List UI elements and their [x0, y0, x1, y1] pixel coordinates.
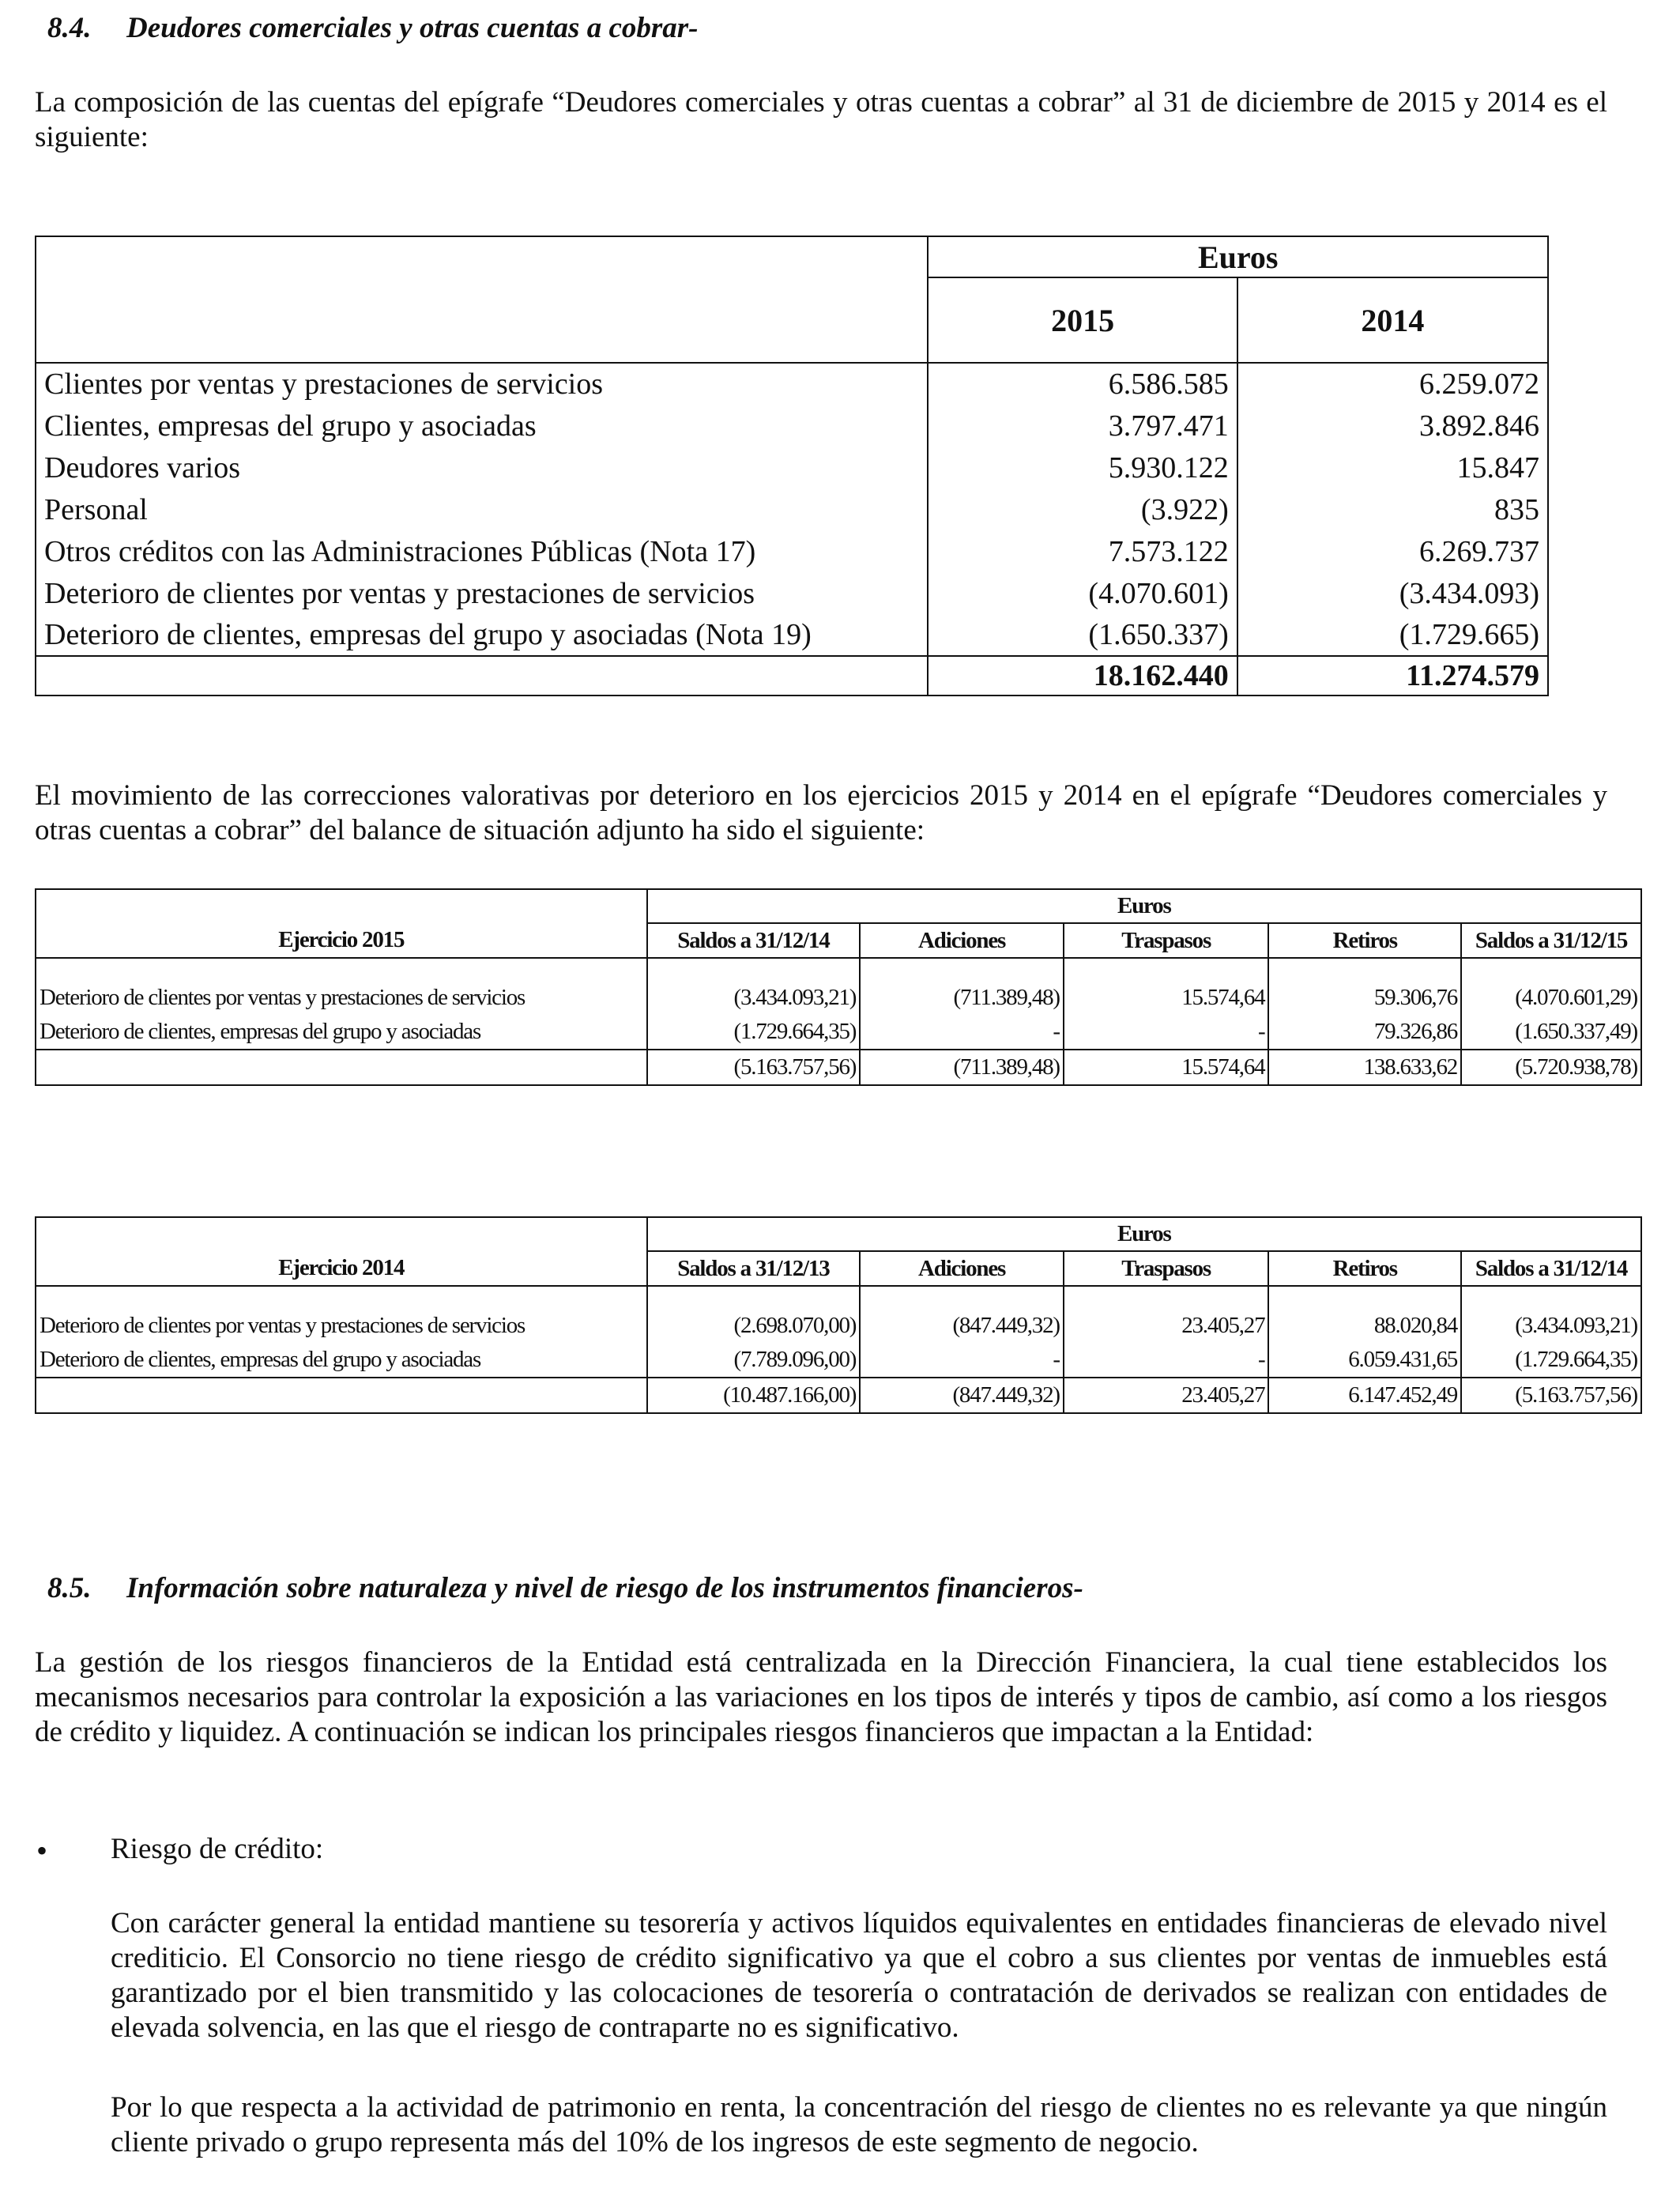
cell-value: 79.326,86	[1268, 1015, 1461, 1050]
value-2015: 3.797.471	[928, 405, 1237, 447]
column-header: Traspasos	[1064, 923, 1269, 958]
credit-risk-paragraph-1: Con carácter general la entidad mantiene su tesorería y activos líquidos equivalentes en entidades financieras de elevado nivel crediticio. El Consorcio no tiene riesgo de crédito significativo ya que el cobro a sus clientes por ventas de inmuebles está garantizado por el bien transmitido y las colocaciones de tesorería o contratación de derivados se realizan con entidades de elevada solvencia, en las que el riesgo de contraparte no es significativo.	[111, 1907, 1607, 2044]
value-2014: 3.892.846	[1237, 405, 1548, 447]
value-2014: 6.259.072	[1237, 363, 1548, 405]
cell-value: (7.789.096,00)	[647, 1343, 861, 1378]
value-2014: (1.729.665)	[1237, 614, 1548, 656]
section-number: 8.4.	[47, 12, 92, 44]
cell-value: (4.070.601,29)	[1461, 980, 1641, 1015]
table-row	[36, 530, 1548, 572]
section-heading-8-4	[47, 11, 699, 45]
total-row	[36, 1050, 1641, 1085]
row-label: Personal	[36, 488, 928, 530]
cell-value: (2.698.070,00)	[647, 1308, 861, 1343]
row-label: Deterioro de clientes por ventas y prestaciones de servicios	[36, 572, 928, 614]
cell-value: -	[1064, 1015, 1269, 1050]
movement-intro-paragraph: El movimiento de las correcciones valorativas por deterioro en los ejercicios 2015 y 2014 en el epígrafe “Deudores comerciales y otras cuentas a cobrar” del balance de situación adjunto ha sido el siguiente:	[35, 779, 1607, 846]
total-value: (5.720.938,78)	[1461, 1050, 1641, 1085]
total-row	[36, 656, 1548, 696]
cell-value: (1.729.664,35)	[647, 1015, 861, 1050]
column-header: Adiciones	[860, 1251, 1064, 1286]
total-value: (5.163.757,56)	[1461, 1378, 1641, 1413]
cell-value: (1.650.337,49)	[1461, 1015, 1641, 1050]
section-number: 8.5.	[47, 1572, 92, 1604]
cell-value: 88.020,84	[1268, 1308, 1461, 1343]
cell-value: 23.405,27	[1064, 1308, 1269, 1343]
cell-value: 6.059.431,65	[1268, 1343, 1461, 1378]
total-2014: 11.274.579	[1237, 656, 1548, 696]
cell-value: -	[860, 1343, 1064, 1378]
year-header-2014: 2014	[1237, 277, 1548, 363]
row-label: Deterioro de clientes, empresas del grupo y asociadas (Nota 19)	[36, 614, 928, 656]
intro-paragraph: La composición de las cuentas del epígrafe “Deudores comerciales y otras cuentas a cobrar” al 31 de diciembre de 2015 y 2014 es el siguiente:	[35, 86, 1607, 153]
value-2015: 5.930.122	[928, 447, 1237, 488]
value-2015: (4.070.601)	[928, 572, 1237, 614]
total-value: 15.574,64	[1064, 1050, 1269, 1085]
total-label-blank	[36, 1378, 647, 1413]
table-row	[36, 1015, 1641, 1050]
year-header-2015: 2015	[928, 277, 1237, 363]
column-header: Retiros	[1268, 1251, 1461, 1286]
total-value: 23.405,27	[1064, 1378, 1269, 1413]
column-header: Saldos a 31/12/14	[647, 923, 861, 958]
table-row	[36, 488, 1548, 530]
table-row	[36, 363, 1548, 405]
value-2014: 6.269.737	[1237, 530, 1548, 572]
cell-value: -	[860, 1015, 1064, 1050]
value-2014: 15.847	[1237, 447, 1548, 488]
value-2015: 7.573.122	[928, 530, 1237, 572]
column-header: Traspasos	[1064, 1251, 1269, 1286]
total-value: 6.147.452,49	[1268, 1378, 1461, 1413]
period-label: Ejercicio 2015	[36, 889, 647, 958]
currency-header: Euros	[647, 889, 1641, 923]
value-2015: (1.650.337)	[928, 614, 1237, 656]
table-row	[36, 405, 1548, 447]
row-label: Deterioro de clientes por ventas y prestaciones de servicios	[36, 1308, 647, 1343]
cell-value: (3.434.093,21)	[647, 980, 861, 1015]
value-2015: (3.922)	[928, 488, 1237, 530]
row-label: Deudores varios	[36, 447, 928, 488]
cell-value: (1.729.664,35)	[1461, 1343, 1641, 1378]
total-value: 138.633,62	[1268, 1050, 1461, 1085]
cell-value: 15.574,64	[1064, 980, 1269, 1015]
column-header: Saldos a 31/12/13	[647, 1251, 861, 1286]
cell-value: -	[1064, 1343, 1269, 1378]
section-title: Información sobre naturaleza y nivel de riesgo de los instrumentos financieros-	[126, 1572, 1083, 1604]
total-value: (10.487.166,00)	[647, 1378, 861, 1413]
period-label: Ejercicio 2014	[36, 1217, 647, 1286]
table-row	[36, 1343, 1641, 1378]
table-row	[36, 1308, 1641, 1343]
column-header: Saldos a 31/12/14	[1461, 1251, 1641, 1286]
table-header-blank	[36, 236, 928, 363]
column-header: Adiciones	[860, 923, 1064, 958]
value-2015: 6.586.585	[928, 363, 1237, 405]
table-row	[36, 980, 1641, 1015]
column-header: Saldos a 31/12/15	[1461, 923, 1641, 958]
row-label: Clientes, empresas del grupo y asociadas	[36, 405, 928, 447]
row-label: Deterioro de clientes por ventas y prestaciones de servicios	[36, 980, 647, 1015]
impairment-movement-2014-table	[35, 1216, 1642, 1414]
table-row	[36, 572, 1548, 614]
section-heading-8-5	[47, 1571, 1083, 1605]
risk-intro-paragraph: La gestión de los riesgos financieros de la Entidad está centralizada en la Dirección Financiera, la cual tiene establecidos los mecanismos necesarios para controlar la exposición a las variaciones en los tipos de interés y tipos de cambio, así como a los riesgos de crédito y liquidez. A continuación se indican los principales riesgos financieros que impactan a la Entidad:	[35, 1646, 1607, 1748]
table-row	[36, 614, 1548, 656]
total-value: (847.449,32)	[860, 1378, 1064, 1413]
value-2014: (3.434.093)	[1237, 572, 1548, 614]
cell-value: 59.306,76	[1268, 980, 1461, 1015]
credit-risk-paragraph-2: Por lo que respecta a la actividad de patrimonio en renta, la concentración del riesgo de clientes no es relevante ya que ningún cliente privado o grupo representa más del 10% de los ingresos de este segmento de negocio.	[111, 2091, 1607, 2158]
row-label: Deterioro de clientes, empresas del grupo y asociadas	[36, 1343, 647, 1378]
total-label-blank	[36, 1050, 647, 1085]
total-label-blank	[36, 656, 928, 696]
total-2015: 18.162.440	[928, 656, 1237, 696]
value-2014: 835	[1237, 488, 1548, 530]
bullet-icon: •	[36, 1833, 48, 1868]
table-row	[36, 447, 1548, 488]
cell-value: (711.389,48)	[860, 980, 1064, 1015]
row-label: Deterioro de clientes, empresas del grupo y asociadas	[36, 1015, 647, 1050]
currency-header: Euros	[928, 236, 1548, 277]
total-row	[36, 1378, 1641, 1413]
section-title: Deudores comerciales y otras cuentas a cobrar-	[126, 12, 699, 44]
cell-value: (847.449,32)	[860, 1308, 1064, 1343]
row-label: Otros créditos con las Administraciones Públicas (Nota 17)	[36, 530, 928, 572]
column-header: Retiros	[1268, 923, 1461, 958]
bullet-title: Riesgo de crédito:	[111, 1833, 324, 1865]
cell-value: (3.434.093,21)	[1461, 1308, 1641, 1343]
currency-header: Euros	[647, 1217, 1642, 1251]
total-value: (711.389,48)	[860, 1050, 1064, 1085]
impairment-movement-2015-table	[35, 888, 1642, 1086]
total-value: (5.163.757,56)	[647, 1050, 861, 1085]
receivables-composition-table	[35, 236, 1549, 696]
row-label: Clientes por ventas y prestaciones de servicios	[36, 363, 928, 405]
